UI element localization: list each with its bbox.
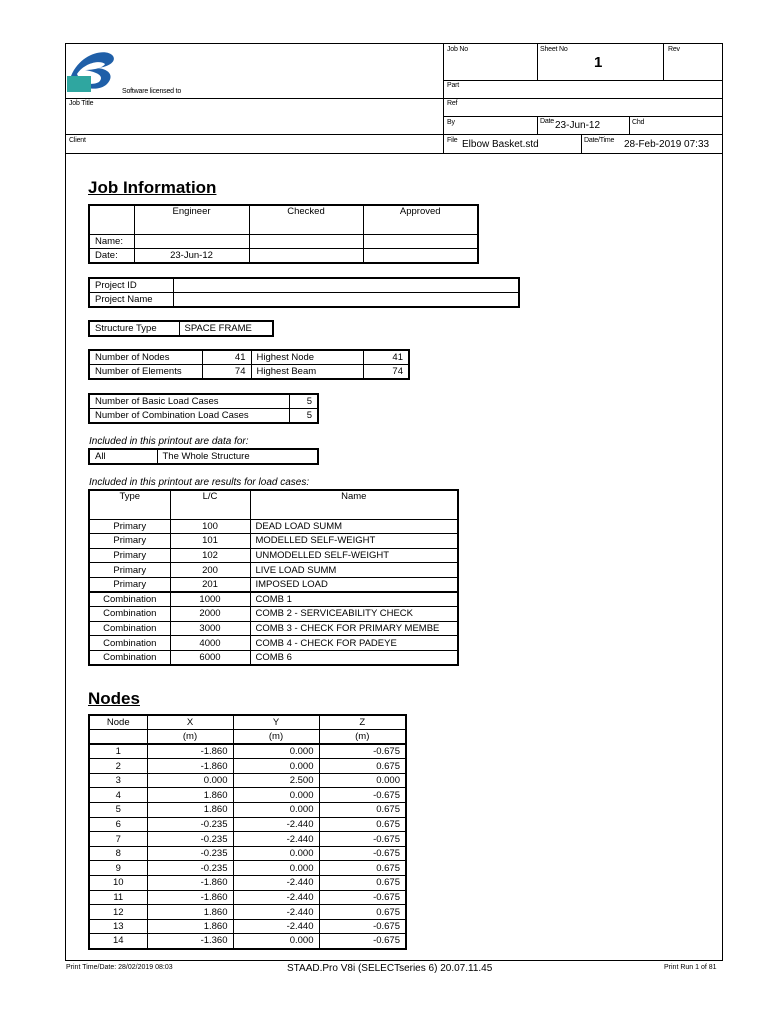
file-label: File bbox=[447, 137, 458, 144]
table-row: Number of Nodes 41 Highest Node 41 bbox=[89, 350, 409, 365]
bentley-logo-icon bbox=[67, 46, 119, 92]
table-row: Combination 3000 COMB 3 - CHECK FOR PRIMARY MEMBE bbox=[89, 621, 458, 636]
report-sheet bbox=[65, 43, 723, 961]
table-row: Project ID bbox=[89, 278, 519, 293]
table-row: Number of Combination Load Cases 5 bbox=[89, 409, 318, 424]
table-row: Combination 6000 COMB 6 bbox=[89, 650, 458, 665]
datetime-label: Date/Time bbox=[584, 137, 615, 144]
job-info-table bbox=[88, 204, 479, 264]
client-label: Client bbox=[69, 137, 86, 144]
table-row: (m) (m) (m) bbox=[89, 730, 406, 745]
table-row: All The Whole Structure bbox=[89, 449, 318, 464]
rev-label: Rev bbox=[668, 46, 680, 53]
sheet-no-label: Sheet No bbox=[540, 46, 568, 53]
table-row: Number of Elements 74 Highest Beam 74 bbox=[89, 365, 409, 380]
table-row: 5 1.860 0.000 0.675 bbox=[89, 803, 406, 818]
included-results-text: Included in this printout are results for load cases: bbox=[89, 477, 310, 488]
table-row: 1 -1.860 0.000 -0.675 bbox=[89, 744, 406, 759]
job-title-label: Job Title bbox=[69, 100, 94, 107]
file-value: Elbow Basket.std bbox=[462, 139, 539, 150]
table-row: Name: bbox=[89, 234, 478, 249]
table-row: Combination 2000 COMB 2 - SERVICEABILITY CHECK bbox=[89, 607, 458, 622]
table-row: 11 -1.860 -2.440 -0.675 bbox=[89, 890, 406, 905]
table-row: Node X Y Z bbox=[89, 715, 406, 730]
table-row: Primary 101 MODELLED SELF-WEIGHT bbox=[89, 534, 458, 549]
counts-table bbox=[88, 349, 410, 380]
job-information-title: Job Information bbox=[88, 178, 217, 197]
footer-software: STAAD.Pro V8i (SELECTseries 6) 20.07.11.45 bbox=[287, 963, 493, 974]
table-row: 2 -1.860 0.000 0.675 bbox=[89, 759, 406, 774]
structure-type-table bbox=[88, 320, 274, 337]
table-row: 14 -1.360 0.000 -0.675 bbox=[89, 934, 406, 949]
report-header bbox=[66, 44, 722, 154]
table-row: Project Name bbox=[89, 293, 519, 308]
table-row: Engineer Checked Approved bbox=[89, 205, 478, 234]
table-row: 12 1.860 -2.440 0.675 bbox=[89, 905, 406, 920]
included-data-text: Included in this printout are data for: bbox=[89, 436, 249, 447]
chd-label: Chd bbox=[632, 119, 645, 126]
nodes-table bbox=[88, 714, 407, 950]
table-row: Primary 200 LIVE LOAD SUMM bbox=[89, 563, 458, 578]
table-row: Primary 100 DEAD LOAD SUMM bbox=[89, 519, 458, 534]
table-row: Date: 23-Jun-12 bbox=[89, 249, 478, 264]
table-row: Primary 201 IMPOSED LOAD bbox=[89, 577, 458, 592]
table-row: 13 1.860 -2.440 -0.675 bbox=[89, 919, 406, 934]
job-no-label: Job No bbox=[447, 46, 468, 53]
table-row: Combination 1000 COMB 1 bbox=[89, 592, 458, 607]
by-label: By bbox=[447, 119, 455, 126]
table-row: Number of Basic Load Cases 5 bbox=[89, 394, 318, 409]
table-row: 9 -0.235 0.000 0.675 bbox=[89, 861, 406, 876]
structure-type-value: SPACE FRAME bbox=[179, 321, 273, 336]
part-label: Part bbox=[447, 82, 460, 89]
load-case-counts-table bbox=[88, 393, 319, 424]
table-row: Combination 4000 COMB 4 - CHECK FOR PADEYE bbox=[89, 636, 458, 651]
nodes-title: Nodes bbox=[88, 689, 140, 708]
table-row: 4 1.860 0.000 -0.675 bbox=[89, 788, 406, 803]
date-value: 23-Jun-12 bbox=[555, 120, 601, 131]
table-row: 7 -0.235 -2.440 -0.675 bbox=[89, 832, 406, 847]
footer-print-time: Print Time/Date: 28/02/2019 08:03 bbox=[66, 964, 173, 971]
table-row: Primary 102 UNMODELLED SELF-WEIGHT bbox=[89, 548, 458, 563]
date-label: Date bbox=[540, 118, 554, 125]
licensed-label: Software licensed to bbox=[122, 88, 182, 95]
sheet-no-value: 1 bbox=[594, 54, 603, 71]
ref-label: Ref bbox=[447, 100, 458, 107]
datetime-value: 28-Feb-2019 07:33 bbox=[624, 139, 710, 150]
table-row: 8 -0.235 0.000 -0.675 bbox=[89, 846, 406, 861]
table-row: 3 0.000 2.500 0.000 bbox=[89, 773, 406, 788]
table-row: Structure Type SPACE FRAME bbox=[89, 321, 273, 336]
table-row: 6 -0.235 -2.440 0.675 bbox=[89, 817, 406, 832]
load-cases-table bbox=[88, 489, 459, 666]
table-row: Type L/C Name bbox=[89, 490, 458, 519]
footer-print-run: Print Run 1 of 81 bbox=[664, 964, 717, 971]
table-row: 10 -1.860 -2.440 0.675 bbox=[89, 876, 406, 891]
scope-table bbox=[88, 448, 319, 465]
project-table bbox=[88, 277, 520, 308]
